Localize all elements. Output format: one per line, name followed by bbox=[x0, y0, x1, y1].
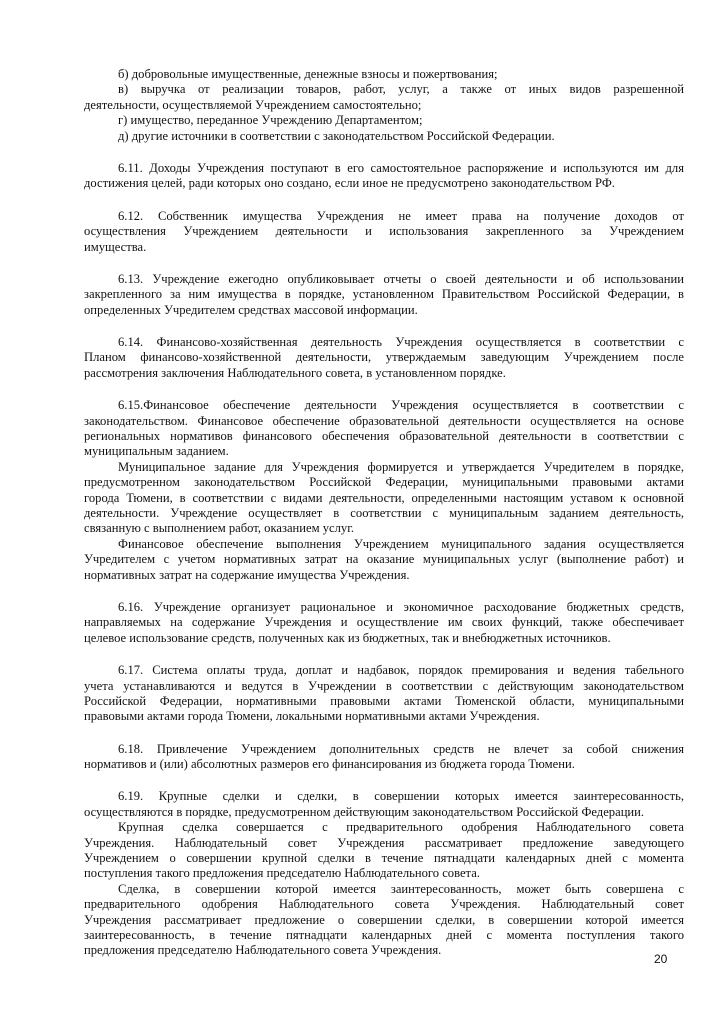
text-line: 6.18. Привлечение Учреждением дополнительных средств не влечет за собой снижения bbox=[118, 741, 684, 756]
text-line: рассмотрения заключения Наблюдательного совета, в установленном порядке. bbox=[84, 365, 506, 380]
text-line: правовыми актами города Тюмени, локальными нормативными актами Учреждения. bbox=[84, 709, 540, 724]
text-line: Учреждения рассматривает предложение о совершении сделки, в совершении которой имеется bbox=[84, 912, 684, 927]
text-line: 6.16. Учреждение организует рациональное и экономичное расходование бюджетных средств, bbox=[118, 599, 684, 614]
paragraph-gap bbox=[84, 381, 684, 398]
text-line: нормативных затрат на содержание имущества Учреждения. bbox=[84, 567, 410, 582]
paragraph-p-6-11 bbox=[84, 161, 684, 192]
text-line: деятельности, осуществляемой Учреждением самостоятельно; bbox=[84, 97, 422, 112]
paragraph-p-6-14 bbox=[84, 335, 684, 381]
paragraph-gap bbox=[84, 646, 684, 663]
text-line: предварительного одобрения Наблюдательного совета Учреждения. Наблюдательный совет bbox=[84, 897, 684, 912]
paragraph-p-6-19 bbox=[84, 789, 684, 958]
text-line: б) добровольные имущественные, денежные взносы и пожертвования; bbox=[118, 67, 498, 81]
text-line: предусмотренном законодательством Российской Федерации, муниципальными правовыми актами bbox=[84, 475, 684, 490]
paragraph-gap bbox=[84, 318, 684, 335]
text-line: 6.12. Собственник имущества Учреждения не имеет права на получение доходов от bbox=[118, 208, 684, 223]
text-line: г) имущество, переданное Учреждению Департаментом; bbox=[118, 113, 423, 128]
text-line: имущества. bbox=[84, 239, 147, 254]
text-line: связанную с выполнением работ, оказанием услуг. bbox=[84, 521, 355, 536]
text-line: Российской Федерации, нормативными правовыми актами Тюменской области, муниципальными bbox=[84, 693, 684, 708]
text-line: поступления такого предложения председателю Наблюдательного совета. bbox=[84, 866, 480, 881]
text-line: Крупная сделка совершается с предварительного одобрения Наблюдательного совета bbox=[118, 820, 684, 835]
paragraph-income-sources bbox=[84, 67, 684, 144]
paragraph-gap bbox=[84, 255, 684, 272]
text-line: направляемых на содержание Учреждения и осуществление им своих функций, также обеспечивает bbox=[84, 615, 684, 630]
text-line: муниципальным заданием. bbox=[84, 444, 229, 459]
text-line: региональных нормативов финансового обеспечения образовательной деятельности в соответствии с bbox=[84, 429, 684, 444]
text-line: 6.19. Крупные сделки и сделки, в совершении которых имеется заинтересованность, bbox=[118, 789, 684, 804]
text-line: Финансовое обеспечение выполнения Учреждением муниципального задания осуществляется bbox=[118, 536, 684, 551]
page-number: 20 bbox=[654, 952, 668, 966]
text-line: осуществления Учреждением деятельности и использования закрепленного за Учреждением bbox=[84, 224, 684, 239]
text-line: Учредителем с учетом нормативных затрат на оказание муниципальных услуг (выполнение работ) и bbox=[84, 552, 684, 567]
paragraph-p-6-12 bbox=[84, 209, 684, 255]
document-body bbox=[84, 67, 684, 959]
text-line: Учреждением о совершении крупной сделки в течение пятнадцати календарных дней с момента bbox=[84, 851, 684, 866]
text-line: Планом финансово-хозяйственной деятельности, утверждаемым заведующим Учреждением после bbox=[84, 350, 684, 365]
text-line: нормативов и (или) абсолютных размеров его финансирования из бюджета города Тюмени. bbox=[84, 757, 575, 772]
text-line: законодательством. Финансовое обеспечение образовательной деятельности осуществляется на основе bbox=[84, 413, 684, 428]
text-line: заинтересованность, в течение пятнадцати календарных дней с момента поступления такого bbox=[84, 927, 684, 942]
text-line: Муниципальное задание для Учреждения формируется и утверждается Учредителем в порядке, bbox=[118, 459, 684, 474]
text-line: города Тюмени, в соответствии с видами деятельности, определенными настоящим уставом к основной bbox=[84, 490, 684, 505]
text-line: д) другие источники в соответствии с законодательством Российской Федерации. bbox=[118, 128, 555, 143]
text-line: 6.13. Учреждение ежегодно опубликовывает отчеты о своей деятельности и об использовании bbox=[118, 271, 684, 286]
paragraph-p-6-15 bbox=[84, 398, 684, 583]
text-line: деятельности. Учреждение осуществляет в соответствии с муниципальным заданием деятельность, bbox=[84, 505, 684, 520]
text-line: 6.17. Система оплаты труда, доплат и надбавок, порядок премирования и ведения табельного bbox=[118, 663, 684, 678]
text-line: целевое использование средств, полученных как из бюджетных, так и внебюджетных источников. bbox=[84, 630, 611, 645]
text-line: предложения председателю Наблюдательного совета Учреждения. bbox=[84, 943, 442, 958]
paragraph-p-6-13 bbox=[84, 272, 684, 318]
text-line: Учреждения. Наблюдательный совет Учреждения рассматривает предложение заведующего bbox=[84, 835, 684, 850]
text-line: Сделка, в совершении которой имеется заинтересованность, может быть совершена с bbox=[118, 881, 684, 896]
paragraph-p-6-17 bbox=[84, 663, 684, 725]
text-line: закрепленного за ним имущества в порядке, установленном Правительством Российской Федерации, в bbox=[84, 287, 684, 302]
text-line: 6.14. Финансово-хозяйственная деятельность Учреждения осуществляется в соответствии с bbox=[118, 335, 684, 350]
text-line: в) выручка от реализации товаров, работ, услуг, а также от иных видов разрешенной bbox=[118, 82, 684, 97]
paragraph-gap bbox=[84, 725, 684, 742]
paragraph-gap bbox=[84, 583, 684, 600]
paragraph-p-6-16 bbox=[84, 600, 684, 646]
paragraph-p-6-18 bbox=[84, 742, 684, 773]
text-line: 6.11. Доходы Учреждения поступают в его самостоятельное распоряжение и используются им для bbox=[118, 160, 684, 175]
paragraph-gap bbox=[84, 772, 684, 789]
paragraph-gap bbox=[84, 192, 684, 209]
text-line: определенных Учредителем средствах массовой информации. bbox=[84, 302, 418, 317]
text-line: достижения целей, ради которых оно создано, если иное не предусмотрено законодательством РФ. bbox=[84, 176, 615, 191]
text-line: учета устанавливаются и ведутся в Учреждении в соответствии с действующим законодательством bbox=[84, 678, 684, 693]
text-line: осуществляются в порядке, предусмотренном действующим законодательством Российской Федерации. bbox=[84, 804, 645, 819]
paragraph-gap bbox=[84, 144, 684, 161]
text-line: 6.15.Финансовое обеспечение деятельности Учреждения осуществляется в соответствии с bbox=[118, 398, 684, 413]
